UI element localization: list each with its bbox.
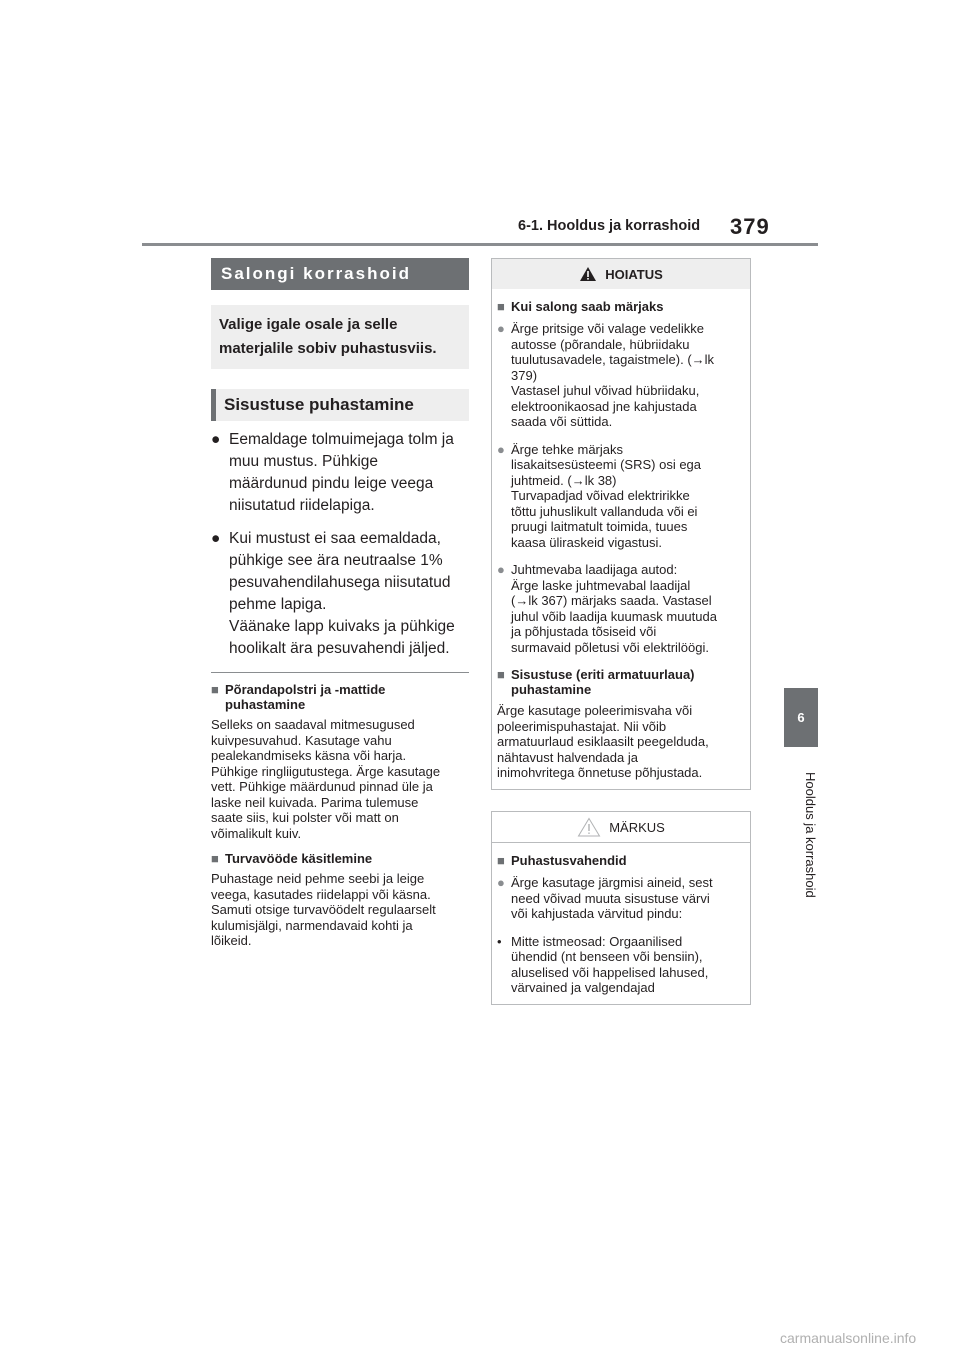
bullet-line: pesuvahendilahusega niisutatud bbox=[229, 574, 451, 591]
item-line: Ärge kasutage järgmisi aineid, sest bbox=[511, 875, 713, 890]
bullet-dot-icon: ● bbox=[497, 562, 505, 577]
heading-line: Põrandapolstri ja -mattide bbox=[225, 682, 386, 697]
warning-item bbox=[497, 562, 744, 655]
item-line: Ärge tehke märjaks bbox=[511, 441, 623, 457]
note-subitem bbox=[497, 934, 744, 996]
seatbelt-body bbox=[211, 871, 469, 949]
paragraph-line: poleerimispuhastajat. Nii võib bbox=[497, 718, 667, 734]
warning-heading bbox=[497, 667, 744, 697]
body-line: laske neil kuivada. Parima tulemuse bbox=[211, 794, 419, 810]
warning-item bbox=[497, 321, 744, 430]
item-line: surmavaid põletusi või elektrilöögi. bbox=[511, 639, 709, 655]
item-line: värvained ja valgendajad bbox=[511, 980, 655, 995]
note-header bbox=[492, 812, 750, 843]
bullet-dot-icon: ● bbox=[211, 530, 221, 547]
warning-header bbox=[492, 259, 750, 289]
body-line: lõikeid. bbox=[211, 933, 252, 948]
note-body bbox=[492, 843, 750, 1004]
item-line: tuulutusavadele, tagaistmele). (→lk bbox=[511, 352, 715, 367]
bullet-line: muu mustus. Pühkige bbox=[229, 453, 379, 470]
paragraph-line: nähtavust halvendada ja bbox=[497, 749, 638, 765]
chapter-tab-label: Hooldus ja korrashoid bbox=[803, 772, 818, 898]
bullet-line: hoolikalt ära pesuvahendi jäljed. bbox=[229, 640, 450, 657]
item-line: saada või süttida. bbox=[511, 414, 613, 429]
bullet-line: Väänake lapp kuivaks ja pühkige bbox=[229, 618, 455, 635]
note-heading bbox=[497, 853, 744, 868]
heading-text: Puhastusvahendid bbox=[511, 853, 627, 868]
page-number: 379 bbox=[730, 214, 770, 239]
bullet-dot-icon: ● bbox=[497, 875, 505, 890]
item-line: elektroonikaosad jne kahjustada bbox=[511, 398, 697, 414]
watermark: carmanualsonline.info bbox=[780, 1330, 917, 1346]
small-bullet-icon: • bbox=[497, 933, 502, 949]
paragraph-line: armatuurlaud esiklaasilt peegelduda, bbox=[497, 734, 709, 749]
item-line: lisakaitsesüsteemi (SRS) osi ega bbox=[511, 457, 702, 472]
bullet-dot-icon: ● bbox=[211, 431, 221, 448]
heading-line: puhastamine bbox=[225, 697, 306, 712]
warning-body bbox=[492, 289, 750, 789]
square-bullet-icon: ■ bbox=[497, 667, 505, 682]
item-line: Turvapadjad võivad elektririkke bbox=[511, 488, 690, 503]
bullet-item bbox=[211, 429, 469, 517]
item-line: (→lk 367) märjaks saada. Vastasel bbox=[511, 593, 712, 608]
body-line: vett. Pühkige määrdunud pinnad üle ja bbox=[211, 779, 433, 794]
square-bullet-icon: ■ bbox=[497, 299, 505, 314]
item-line: ühendid (nt benseen või bensiin), bbox=[511, 949, 703, 964]
item-line: need võivad muuta sisustuse värvi bbox=[511, 890, 710, 906]
body-line: võimalikult kuiv. bbox=[211, 825, 302, 841]
body-line: pealekandmiseks käsna või harja. bbox=[211, 748, 407, 763]
item-line: ja põhjustada tõsiseid või bbox=[511, 624, 657, 639]
warning-label: HOIATUS bbox=[605, 266, 663, 282]
square-bullet-icon: ■ bbox=[211, 851, 219, 866]
bullet-line: pühkige see ära neutraalse 1% bbox=[229, 552, 443, 569]
bullet-line: Kui mustust ei saa eemaldada, bbox=[229, 530, 441, 547]
item-line: Ärge laske juhtmevabal laadijal bbox=[511, 577, 691, 593]
header-rule bbox=[142, 243, 818, 246]
subsection-title: Sisustuse puhastamine bbox=[211, 389, 469, 421]
item-line: pruugi laitmatult toimida, tuues bbox=[511, 519, 688, 534]
bullet-line: Eemaldage tolmuimejaga tolm ja bbox=[229, 431, 454, 448]
note-box bbox=[491, 811, 751, 1005]
floor-mat-heading bbox=[211, 682, 469, 712]
item-line: 379) bbox=[511, 367, 538, 383]
body-line: Puhastage neid pehme seebi ja leige bbox=[211, 871, 425, 886]
paragraph-line: Ärge kasutage poleerimisvaha või bbox=[497, 703, 693, 718]
section-title: Salongi korrashoid bbox=[211, 258, 469, 290]
seatbelt-heading bbox=[211, 851, 469, 866]
bullet-line: määrdunud pindu leige veega bbox=[229, 475, 434, 492]
warning-box bbox=[491, 258, 751, 790]
section-header: 6-1. Hooldus ja korrashoid bbox=[518, 218, 701, 234]
heading-text: Kui salong saab märjaks bbox=[511, 299, 664, 314]
warning-item bbox=[497, 442, 744, 551]
square-bullet-icon: ■ bbox=[497, 853, 505, 868]
item-line: tõttu juhuslikult vallanduda või ei bbox=[511, 503, 698, 519]
chapter-tab-number: 6 bbox=[784, 688, 818, 747]
note-item bbox=[497, 875, 744, 922]
item-line: Mitte istmeosad: Orgaanilised bbox=[511, 933, 683, 949]
body-line: kuivpesuvahud. Kasutage vahu bbox=[211, 732, 392, 748]
bullet-dot-icon: ● bbox=[497, 441, 505, 457]
caution-triangle-outline-icon bbox=[577, 817, 601, 837]
bullet-line: pehme lapiga. bbox=[229, 596, 327, 613]
note-label: MÄRKUS bbox=[609, 819, 665, 835]
body-line: kulumisjälgi, narmendavaid kohti ja bbox=[211, 917, 413, 933]
body-line: saate siis, kui polster või matt on bbox=[211, 810, 399, 825]
floor-mat-body bbox=[211, 717, 469, 841]
warning-paragraph bbox=[497, 703, 744, 781]
body-line: Samuti otsige turvavöödelt regulaarselt bbox=[211, 902, 436, 917]
item-line: juhtmeid. (→lk 38) bbox=[511, 472, 617, 488]
body-line: veega, kasutades riidelappi või käsna. bbox=[211, 886, 431, 902]
item-line: Vastasel juhul võivad hübriidaku, bbox=[511, 383, 700, 398]
item-line: Juhtmevaba laadijaga autod: bbox=[511, 562, 678, 577]
item-line: kaasa üliraskeid vigastusi. bbox=[511, 534, 663, 550]
warning-triangle-icon bbox=[579, 266, 597, 282]
heading-line: Sisustuse (eriti armatuurlaua) bbox=[511, 667, 695, 682]
paragraph-line: inimohvritega õnnetuse põhjustada. bbox=[497, 765, 703, 780]
body-line: Pühkige ringliigutustega. Ärge kasutage bbox=[211, 763, 441, 779]
item-line: aluselised või happelised lahused, bbox=[511, 964, 709, 980]
lead-bullet-list bbox=[211, 429, 469, 673]
left-column bbox=[211, 258, 469, 949]
seatbelt-section bbox=[211, 851, 469, 949]
square-bullet-icon: ■ bbox=[211, 682, 219, 697]
body-line: Selleks on saadaval mitmesugused bbox=[211, 717, 415, 732]
bullet-dot-icon: ● bbox=[497, 321, 505, 336]
bullet-item bbox=[211, 528, 469, 660]
bullet-line: niisutatud riidelapiga. bbox=[229, 497, 375, 514]
warning-heading bbox=[497, 299, 744, 314]
item-line: autosse (põrandale, hübriidaku bbox=[511, 336, 690, 352]
item-line: juhul võib laadija kuumask muutuda bbox=[511, 608, 717, 624]
item-line: või kahjustada värvitud pindu: bbox=[511, 906, 683, 921]
heading-line: puhastamine bbox=[511, 682, 592, 697]
heading-line: Turvavööde käsitlemine bbox=[225, 851, 373, 866]
item-line: Ärge pritsige või valage vedelikke bbox=[511, 321, 704, 336]
floor-mat-section bbox=[211, 682, 469, 841]
intro-box: Valige igale osale ja selle materjalile sobiv puhastusviis. bbox=[211, 305, 469, 369]
